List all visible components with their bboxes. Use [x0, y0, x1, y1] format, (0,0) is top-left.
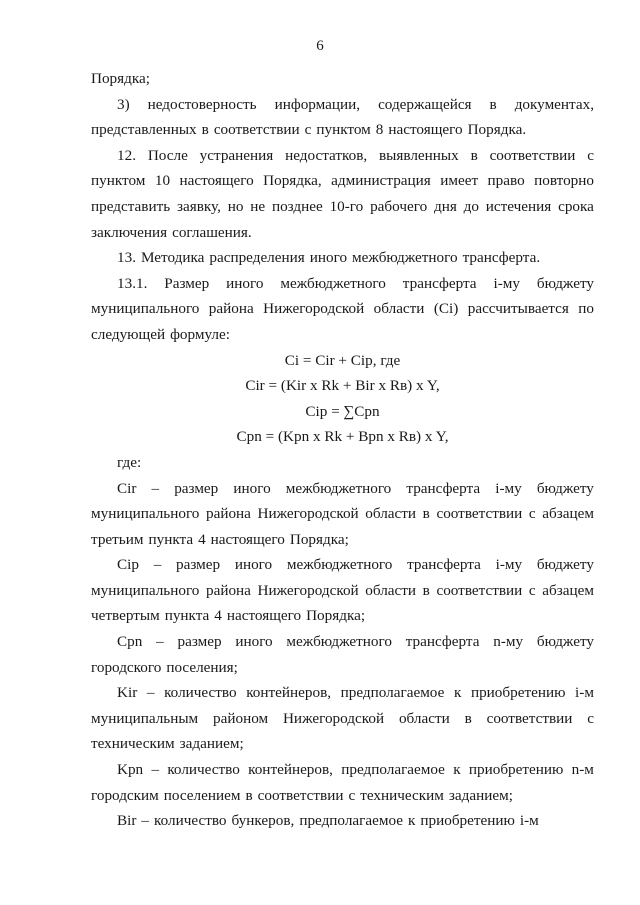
- text-line: где:: [117, 453, 142, 471]
- text-line: техническим заданием;: [91, 735, 244, 753]
- paragraph: [91, 450, 594, 476]
- text-line: Cpn – размер иного межбюджетного трансферта n-му бюджету: [117, 633, 594, 651]
- text-line: 13. Методика распределения иного межбюджетного трансферта.: [117, 249, 541, 267]
- text-line: Kpn – количество контейнеров, предполагаемое к приобретению n-м: [117, 761, 594, 779]
- text-line: муниципального района Нижегородской области в соответствии с абзацем: [91, 505, 594, 523]
- paragraph: [91, 271, 594, 348]
- text-line: третьим пункта 4 настоящего Порядка;: [91, 530, 349, 548]
- text-line: четвертым пункта 4 настоящего Порядка;: [91, 607, 366, 625]
- text-line: пунктом 10 настоящего Порядка, администрация имеет право повторно: [91, 172, 594, 190]
- text-line: Bir – количество бункеров, предполагаемое к приобретению i-м: [117, 812, 539, 830]
- paragraph: [91, 92, 594, 143]
- paragraph: [91, 808, 594, 834]
- paragraph: [91, 680, 594, 757]
- formula-line: Cip = ∑Cpn: [305, 402, 380, 420]
- paragraph: [91, 476, 594, 553]
- text-line: представить заявку, но не позднее 10-го рабочего дня до истечения срока: [91, 197, 594, 215]
- text-line: Cir – размер иного межбюджетного трансферта i-му бюджету: [117, 479, 594, 497]
- formula-line: Cpn = (Kpn x Rk + Bpn x Rв) x Y,: [236, 428, 449, 446]
- paragraph: [91, 757, 594, 808]
- text-line: 3) недостоверность информации, содержащейся в документах,: [117, 95, 594, 113]
- paragraph: [91, 552, 594, 629]
- text-line: 12. После устранения недостатков, выявленных в соответствии с: [117, 146, 594, 164]
- text-line: Kir – количество контейнеров, предполагаемое к приобретению i-м: [117, 684, 594, 702]
- text-line: 13.1. Размер иного межбюджетного трансферта i-му бюджету: [117, 274, 594, 292]
- page-number: 6: [316, 38, 324, 54]
- formula-line: Ci = Cir + Cip, где: [284, 351, 401, 369]
- paragraph: [91, 66, 594, 92]
- text-line: муниципального района Нижегородской области в соответствии с абзацем: [91, 581, 594, 599]
- text-line: городского поселения;: [91, 658, 238, 676]
- text-line: муниципального района Нижегородской области (Ci) рассчитывается по: [91, 300, 594, 318]
- paragraph: [91, 629, 594, 680]
- text-line: следующей формуле:: [91, 325, 230, 343]
- paragraph: [91, 245, 594, 271]
- text-line: муниципальным районом Нижегородской области в соответствии с: [91, 709, 594, 727]
- text-line: городским поселением в соответствии с техническим заданием;: [91, 786, 513, 804]
- text-line: представленных в соответствии с пунктом 8 настоящего Порядка.: [91, 121, 527, 139]
- formula-block: [91, 348, 594, 450]
- text-line: Порядка;: [91, 70, 150, 87]
- formula-line: Cir = (Kir x Rk + Bir x Rв) x Y,: [245, 377, 440, 395]
- text-line: заключения соглашения.: [91, 223, 252, 241]
- text-line: Cip – размер иного межбюджетного трансферта i-му бюджету: [117, 556, 594, 574]
- document-body: [91, 66, 594, 834]
- paragraph: [91, 143, 594, 245]
